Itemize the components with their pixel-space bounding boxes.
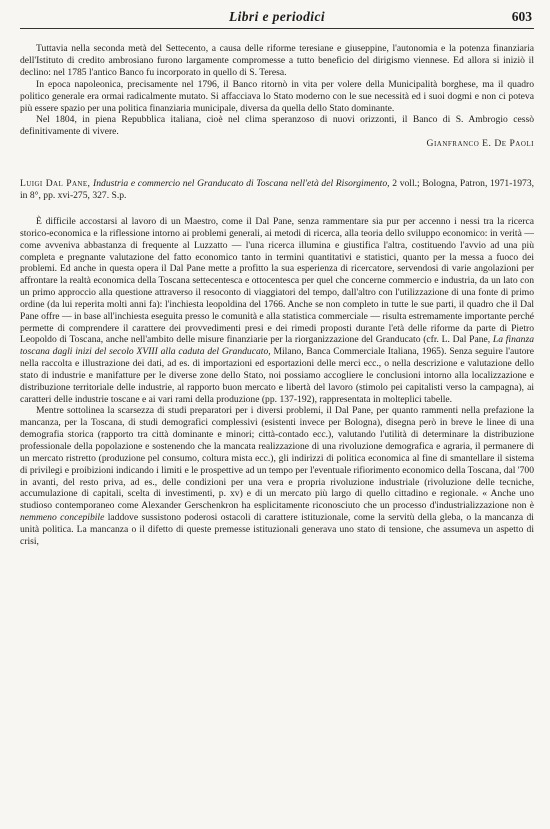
review-previous-continuation [20, 43, 534, 150]
page-number: 603 [511, 9, 532, 24]
page [20, 8, 534, 548]
reviewer-signature: Gianfranco E. De Paoli [426, 138, 534, 150]
paragraph [20, 405, 534, 547]
cited-work-title: La finanza toscana dagli inizi del secolo XVIII alla caduta del Granducato, [20, 334, 534, 358]
paragraph: Nel 1804, in piena Repubblica italiana, cioè nel clima speranzoso di nuovi orizzonti, il Banco di S. Ambrogio cessò definitivamente di vivere. [20, 114, 534, 138]
paragraph [20, 216, 534, 406]
review-citation-heading [20, 178, 534, 202]
book-details: 2 voll.; Bologna, Patron, 1971-1973, in 8°, pp. xvi-275, 327. S.p. [20, 178, 535, 202]
running-header [20, 8, 534, 29]
paragraph-text: laddove sussistono poderosi ostacoli di carattere istituzionale, come la servitù della gleba, o la mancanza di unità politica. La mancanza o il difetto di queste premesse istituzionali generava uno stato di tensione, che assumeva un aspetto di crisi, [20, 512, 534, 547]
paragraph-text: È difficile accostarsi al lavoro di un Maestro, come il Dal Pane, senza rammentare sia pur per accenno i nessi tra la ricerca storico-economica e la riflessione intorno ai problemi generali, ai metodi di ricerca, alla teoria dello sviluppo economico: in verità — come avveniva abbastanza di frequente al Luzzatto — l'una ricerca illumina e giustifica l'altra, costituendo l'avvio ad una più completa e pregnante valutazione del fatto economico tanto in termini quantitativi e statistici, quanto per la messa a fuoco dei problemi. Ed anche in questa opera il Dal Pane mette a profitto la sua esperienza di ricercatore, servendosi di varie angolazioni per affrontare la realtà economica della Toscana settecentesca e ottocentesca per quel che concerne commercio e industria, da un lato con un primo approccio alla questione attraverso il resoconto di viaggiatori del tempo, dall'altro con l'utilizzazione di una fonte di primo ordine (da lui reperita molti anni fa): l'inchiesta leopoldina del 1766. Anche se non completo in tutte le sue parti, il quadro che il Dal Pane offre — in base all'inchiesta eseguita presso le comunità e alla statistica commerciale — risulta estremamente importante perché permette di comprendere il carattere dei provvedimenti presi e dei rimedi proposti durante l'età delle riforme da parte di Pietro Leopoldo di Toscana, anche nell'ambito delle misure finanziarie per la riorganizzazione del Granducato (cfr. L. Dal Pane, [20, 215, 534, 346]
paragraph-text: Mentre sottolinea la scarsezza di studi preparatori per i diversi problemi, il Dal Pane, per quanto rammenti nella prefazione la mancanza, per la Toscana, di studi demografici complessivi (esistenti invece per Bologna), disegna però in breve le linee di una demografia storica (rapporto tra città dominante e minori; città-contado ecc.), valutando l'utilità di determinare la distribuzione professionale della popolazione e sostenendo che la mancata realizzazione di una rivoluzione demografica e agraria, il permanere di un mercato ristretto (produzione pel consumo, coltura mista ecc.), gli indirizzi di politica economica al fine di smantellare il sistema di privilegi e proibizioni indicando i limiti e le prospettive ad un tempo per l'eventuale rifiorimento economico della Toscana, dal '700 in avanti, del resto priva, ad es., delle condizioni per una vera e propria rivoluzione industriale (rivoluzione delle tecniche, accumulazione di capitali, scelta di investimenti, p. xv) e di un mercato più largo di quello cittadino e regionale. « Anche uno studioso contemporaneo come Alexander Gerschenkron ha esplicitamente riconosciuto che un processo d'industrializzazione non è [20, 405, 534, 512]
running-title: Libri e periodici [228, 9, 326, 24]
emphasis-text: nemmeno concepibile [20, 512, 105, 524]
paragraph: In epoca napoleonica, precisamente nel 1796, il Banco ritornò in vita per volere della Municipalità borghese, ma il quadro politico generale era ormai radicalmente mutato. Si affacciava lo Stato moderno con le sue necessità ed i suoi dogmi e non ci poteva più essere spazio per una politica finanziaria municipale, diversa da quella dello Stato dominante. [20, 78, 534, 114]
paragraph: Tuttavia nella seconda metà del Settecento, a causa delle riforme teresiane e giuseppine, l'autonomia e la potenza finanziaria dell'Istituto di credito ambrosiano furono largamente compromesse a tutto beneficio del dirigismo viennese. Ed allora si iniziò il declino: nel 1785 l'antico Banco fu incorporato in quello di S. Teresa. [20, 43, 534, 78]
review-body [20, 216, 534, 548]
book-title: Industria e commercio nel Granducato di Toscana nell'età del Risorgimento, [93, 178, 390, 190]
paragraph-text: Milano, Banca Commerciale Italiana, 1965). Senza seguire l'autore nella raccolta e illustrazione dei dati, ad es. di importazioni ed esportazioni delle merci ecc., o nella descrizione e valutazione dello stato di industrie e manifatture per le diverse zone dello Stato, noi possiamo accogliere le conclusioni intorno alla localizzazione e distribuzione territoriale delle industrie, al rapporto buon mercato e libertà del lavoro (stimolo pei capitalisti verso la campagna), ai caratteri delle industrie toscane e ai vari rami della produzione (pp. 137-192), rappresentata in molteplici tabelle. [20, 346, 534, 405]
book-author: Luigi Dal Pane, [20, 178, 91, 190]
